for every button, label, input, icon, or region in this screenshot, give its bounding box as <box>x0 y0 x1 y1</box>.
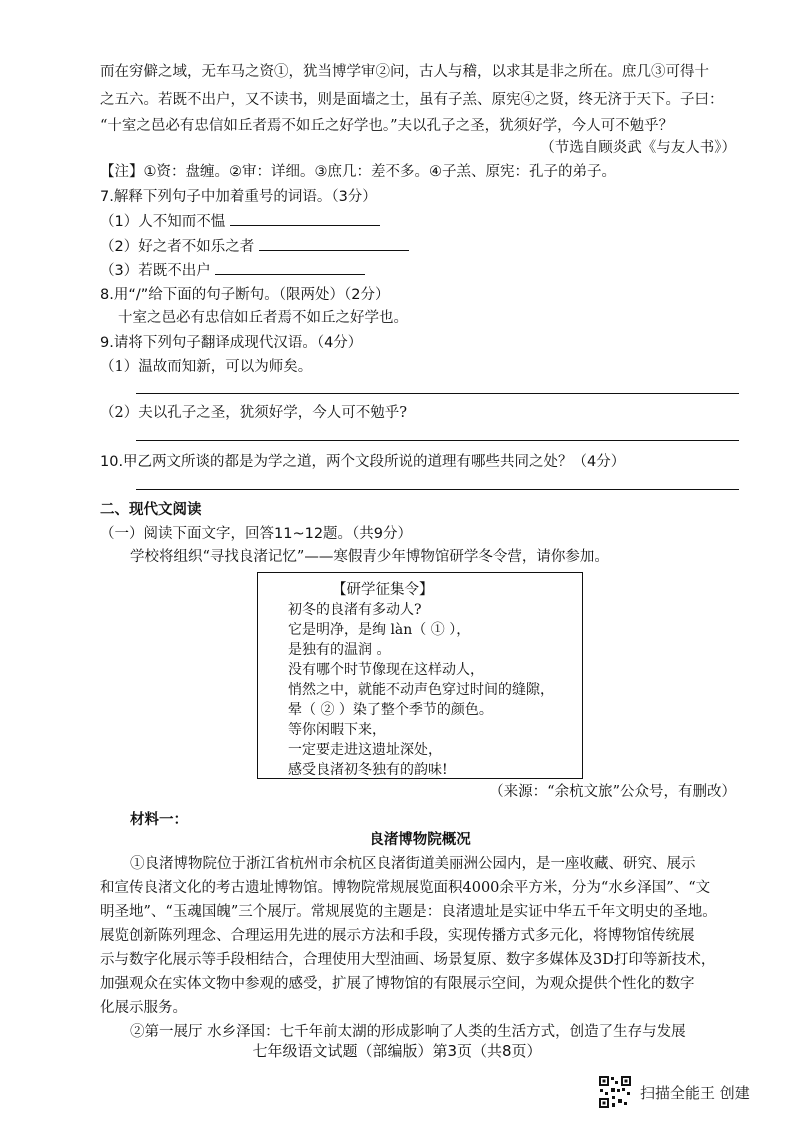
q7-answer-blank-3[interactable] <box>215 260 365 275</box>
poem-line-7: 等你闲暇下来， <box>288 722 386 738</box>
passage-line-2: 之五六。若既不出户，又不读书，则是面墙之士，虽有子羔、原宪④之贤，终无济于天下。子曰： <box>100 92 724 108</box>
poem-line-6: 晕（ ② ）染了整个季节的颜色。 <box>288 702 493 718</box>
poem-line-1: 初冬的良渚有多动人? <box>288 602 422 618</box>
q9-stem: 9.请将下列句子翻译成现代汉语。（4分） <box>100 335 363 351</box>
passage-source: （节选自顾炎武《与友人书》） <box>540 140 736 156</box>
poem-source: （来源：“余杭文旅”公众号，有删改） <box>489 784 736 800</box>
poem-line-3: 是独有的温润 。 <box>288 642 391 658</box>
material-title: 良渚博物院概况 <box>369 832 471 848</box>
qr-code-icon <box>598 1075 632 1109</box>
q9-item-2: （2）夫以孔子之圣，犹须好学，今人可不勉乎? <box>100 405 407 421</box>
passage-line-1: 而在穷僻之域，无车马之资①，犹当博学审②问，古人与稽，以求其是非之所在。庶几③可得十 <box>100 64 709 80</box>
section-intro: 学校将组织“寻找良渚记忆”——寒假青少年博物馆研学冬令营，请你参加。 <box>130 549 609 565</box>
section-heading: 二、现代文阅读 <box>100 502 202 518</box>
passage-notes: 【注】①资：盘缠。②审：详细。③庶几：差不多。④子羔、原宪：孔子的弟子。 <box>100 164 616 180</box>
q7-answer-blank-2[interactable] <box>259 236 409 251</box>
material-p1-line-2: 和宣传良渚文化的考古遗址博物馆。博物院常规展览面积4000余平方米，分为“水乡泽国”、“文 <box>100 880 711 896</box>
material-p1-line-7: 化展示服务。 <box>100 1000 187 1016</box>
poem-line-2: 它是明净，是绚 làn（ ① ）， <box>288 622 471 638</box>
q7-answer-blank-1[interactable] <box>230 211 380 226</box>
poem-line-4: 没有哪个时节像现在这样动人， <box>288 662 484 678</box>
material-p1-line-5: 示与数字化展示等手段相结合，合理使用大型油画、场景复原、数字多媒体及3D打印等新技术， <box>100 952 716 968</box>
poem-line-8: 一定要走进这遗址深处， <box>288 742 442 758</box>
material-label: 材料一： <box>130 812 188 828</box>
watermark-text: 扫描全能王 创建 <box>640 1084 750 1102</box>
q7-item-1 <box>100 211 740 232</box>
material-p1-line-6: 加强观众在实体文物中参观的感受，扩展了博物馆的有限展示空间，为观众提供个性化的数字 <box>100 976 695 992</box>
q9-item-1: （1）温故而知新，可以为师矣。 <box>100 359 313 375</box>
material-p1-line-3: 明圣地”、“玉魂国魄”三个展厅。常规展览的主题是：良渚遗址是实证中华五千年文明史的圣地。 <box>100 904 717 920</box>
poem-title: 【研学征集令】 <box>332 582 434 598</box>
material-p2-line-1: ②第一展厅 水乡泽国：七千年前太湖的形成影响了人类的生活方式，创造了生存与发展 <box>130 1024 686 1040</box>
q10-stem: 10.甲乙两文所谈的都是为学之道，两个文段所说的道理有哪些共同之处？（4分） <box>100 454 626 470</box>
q9-answer-line-2[interactable] <box>136 440 739 441</box>
passage-line-3: “十室之邑必有忠信如丘者焉不如丘之好学也。”夫以孔子之圣，犹须好学，今人可不勉乎？ <box>100 118 674 134</box>
q7-stem: 7.解释下列句子中加着重号的词语。（3分） <box>100 189 377 205</box>
q8-sentence: 十室之邑必有忠信如丘者焉不如丘之好学也。 <box>118 310 408 326</box>
poem-line-5: 悄然之中，就能不动声色穿过时间的缝隙， <box>288 682 554 698</box>
section-part-1: （一）阅读下面文字，回答11~12题。（共9分） <box>100 526 413 542</box>
q7-item-3 <box>100 260 740 281</box>
q10-answer-line[interactable] <box>136 489 739 490</box>
page-footer: 七年级语文试题（部编版）第3页（共8页） <box>252 1042 542 1060</box>
material-p1-line-1: ①良渚博物院位于浙江省杭州市余杭区良渚街道美丽洲公园内，是一座收藏、研究、展示 <box>130 856 696 872</box>
q7-item-2 <box>100 236 740 257</box>
q7-item-2-text: （2）好之者不如乐之者 <box>100 239 255 255</box>
q7-item-3-text: （3）若既不出户 <box>100 263 211 279</box>
q7-item-1-text: （1）人不知而不愠 <box>100 214 226 230</box>
poem-line-9: 感受良渚初冬独有的韵味! <box>288 762 448 778</box>
q8-stem: 8.用“/”给下面的句子断句。（限两处）（2分） <box>100 287 390 303</box>
material-p1-line-4: 展览创新陈列理念、合理运用先进的展示方法和手段，实现传播方式多元化，将博物馆传统展 <box>100 928 695 944</box>
q9-answer-line-1[interactable] <box>136 393 739 394</box>
